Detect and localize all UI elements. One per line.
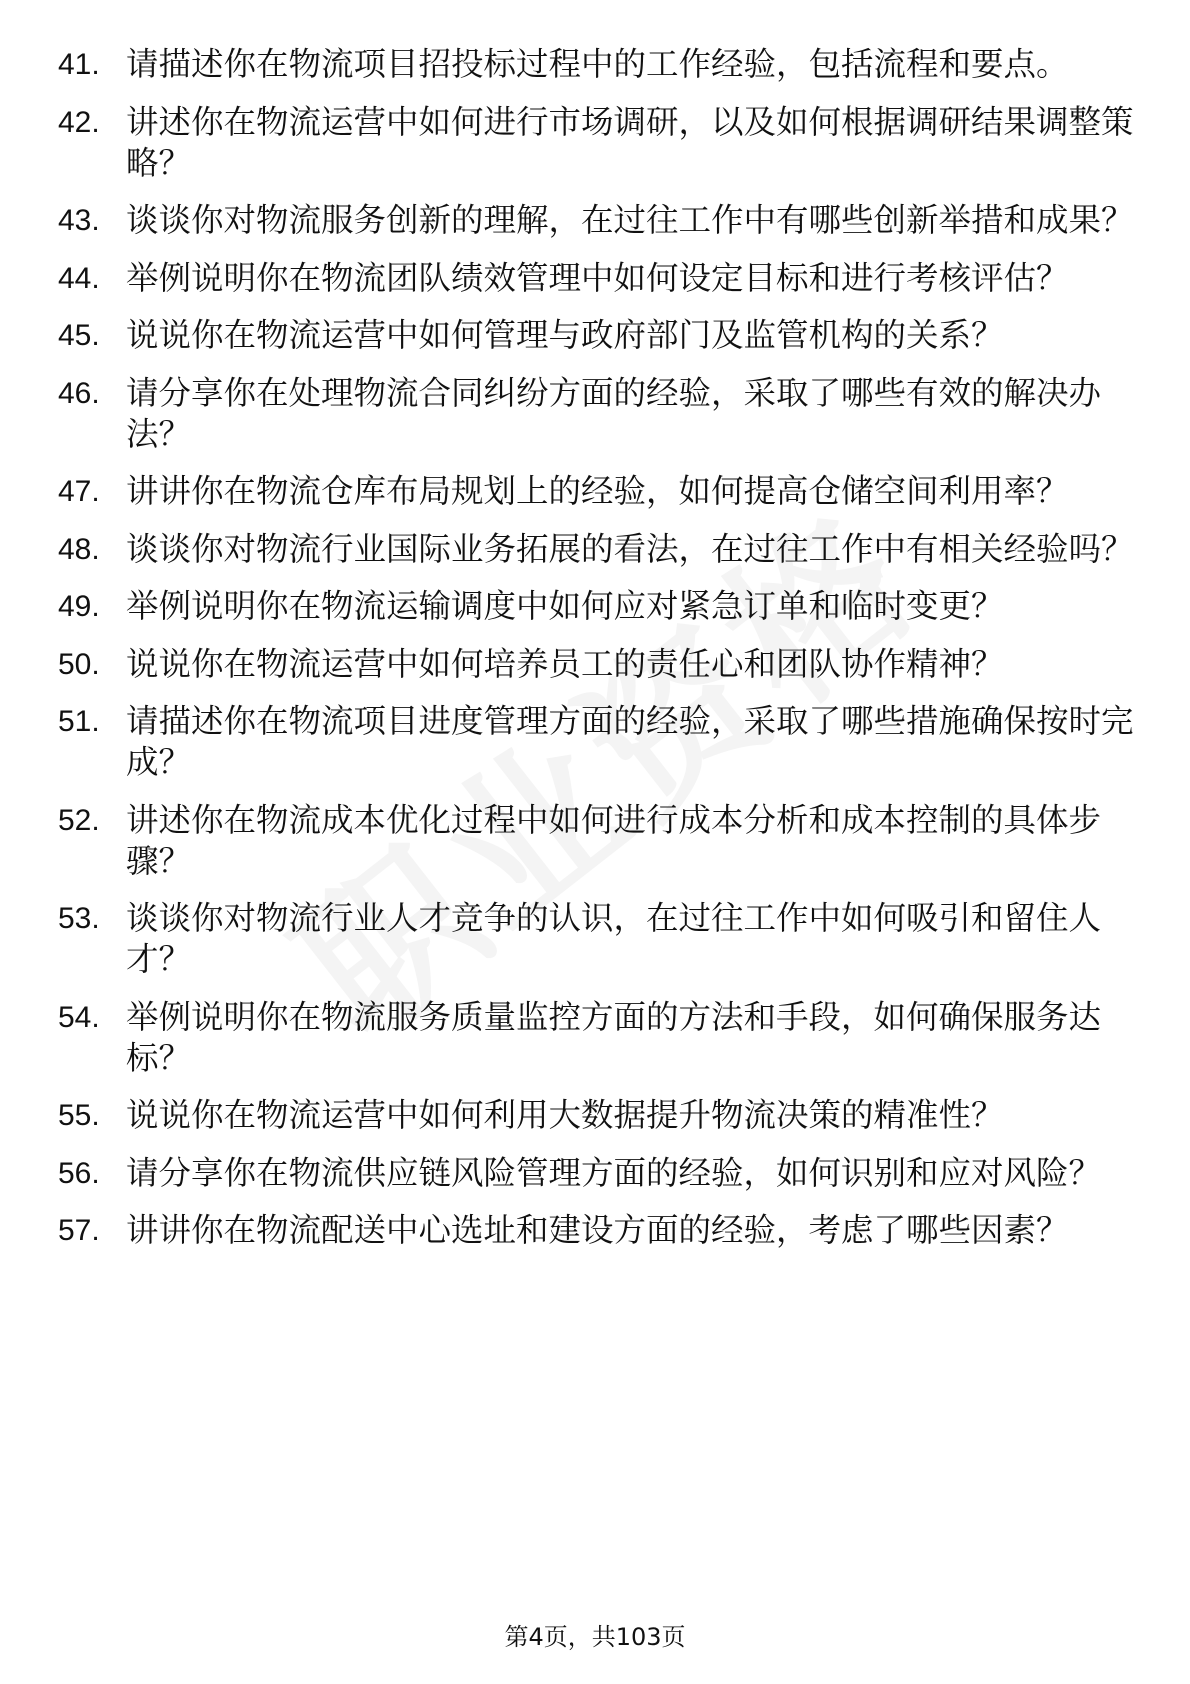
question-text: 说说你在物流运营中如何管理与政府部门及监管机构的关系？	[126, 316, 1004, 354]
question-item	[58, 1095, 1138, 1136]
question-number: 45.	[58, 319, 100, 352]
question-number: 47.	[58, 475, 100, 508]
question-item	[58, 200, 1138, 241]
question-number: 49.	[58, 590, 100, 623]
question-item	[58, 586, 1138, 627]
page-number-label: 第4页，共103页	[504, 1623, 686, 1651]
question-text: 讲讲你在物流配送中心选址和建设方面的经验，考虑了哪些因素？	[126, 1211, 1069, 1249]
question-number: 53.	[58, 902, 100, 935]
question-number: 46.	[58, 376, 100, 410]
question-text: 讲讲你在物流仓库布局规划上的经验，如何提高仓储空间利用率？	[126, 472, 1069, 510]
question-text: 请描述你在物流项目招投标过程中的工作经验，包括流程和要点。	[126, 45, 1069, 83]
question-item	[58, 1153, 1138, 1194]
question-item	[58, 102, 1138, 184]
question-number: 56.	[58, 1156, 100, 1190]
question-text: 讲述你在物流成本优化过程中如何进行成本分析和成本控制的具体步骤？	[126, 800, 1102, 880]
question-number: 44.	[58, 261, 100, 295]
question-item	[58, 701, 1138, 783]
question-text: 说说你在物流运营中如何培养员工的责任心和团队协作精神？	[126, 644, 1004, 683]
page-footer	[0, 1622, 1190, 1652]
question-text: 请分享你在处理物流合同纠纷方面的经验，采取了哪些有效的解决办法？	[126, 373, 1102, 453]
question-text: 举例说明你在物流运输调度中如何应对紧急订单和临时变更？	[126, 587, 1004, 625]
question-item	[58, 898, 1138, 980]
question-text: 请描述你在物流项目进度管理方面的经验，采取了哪些措施确保按时完成？	[126, 702, 1134, 781]
question-item	[58, 644, 1138, 685]
question-number: 54.	[58, 1000, 100, 1034]
question-number: 48.	[58, 532, 100, 566]
question-item	[58, 997, 1138, 1079]
question-text: 请分享你在物流供应链风险管理方面的经验，如何识别和应对风险？	[126, 1153, 1102, 1192]
question-number: 57.	[58, 1214, 100, 1247]
question-item	[58, 373, 1138, 455]
question-text: 说说你在物流运营中如何利用大数据提升物流决策的精准性？	[126, 1096, 1004, 1134]
question-item	[58, 44, 1138, 85]
question-item	[58, 258, 1138, 299]
question-item	[58, 800, 1138, 882]
question-item	[58, 1210, 1138, 1251]
question-number: 50.	[58, 647, 100, 681]
question-item	[58, 315, 1138, 356]
question-number: 41.	[58, 48, 100, 81]
question-number: 51.	[58, 705, 100, 738]
question-text: 谈谈你对物流行业人才竞争的认识，在过往工作中如何吸引和留住人才？	[126, 899, 1102, 978]
question-text: 举例说明你在物流团队绩效管理中如何设定目标和进行考核评估？	[126, 258, 1069, 297]
question-number: 52.	[58, 803, 100, 837]
question-number: 55.	[58, 1099, 100, 1132]
question-item	[58, 471, 1138, 512]
question-text: 举例说明你在物流服务质量监控方面的方法和手段，如何确保服务达标？	[126, 997, 1102, 1077]
question-list	[58, 44, 1138, 1268]
question-number: 42.	[58, 105, 100, 139]
question-text: 讲述你在物流运营中如何进行市场调研，以及如何根据调研结果调整策略？	[126, 102, 1134, 182]
question-text: 谈谈你对物流行业国际业务拓展的看法，在过往工作中有相关经验吗？	[126, 529, 1134, 568]
question-text: 谈谈你对物流服务创新的理解，在过往工作中有哪些创新举措和成果？	[126, 201, 1134, 239]
question-item	[58, 529, 1138, 570]
question-number: 43.	[58, 204, 100, 237]
